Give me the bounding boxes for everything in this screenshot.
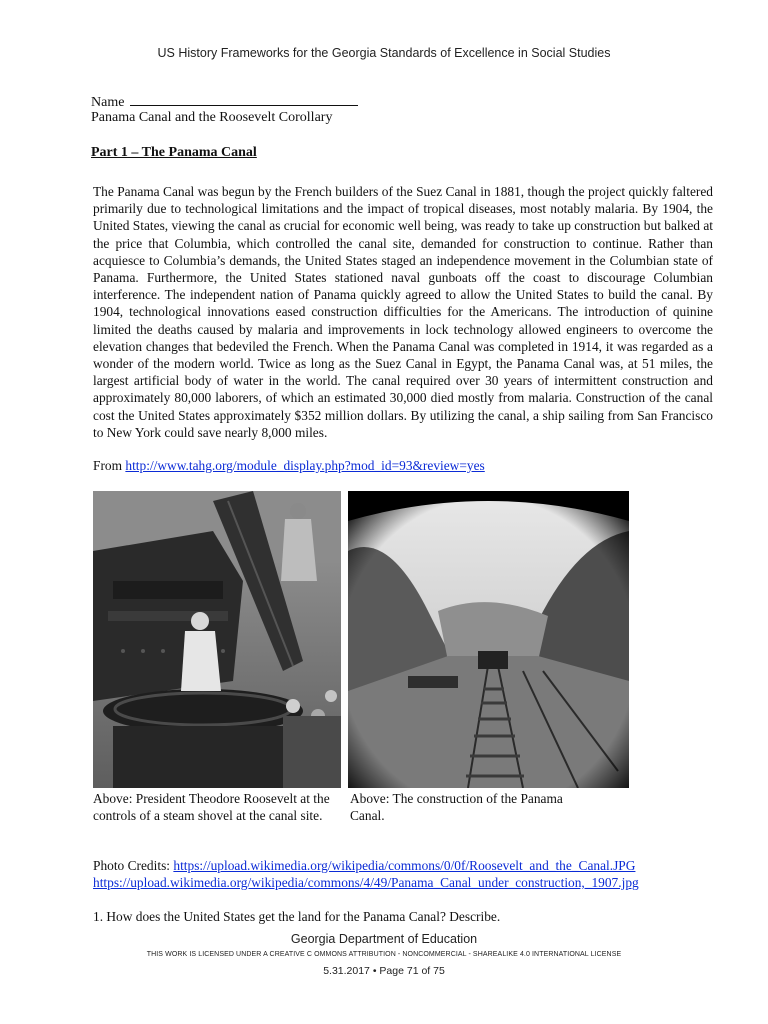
footer-license: THIS WORK IS LICENSED UNDER A CREATIVE C OMMONS ATTRIBUTION - NONCOMMERCIAL - SHAREALIKE 4.0 INTERNATIONAL LICENSE xyxy=(146,951,622,958)
caption-construction: Above: The construction of the Panama Canal. xyxy=(350,791,563,823)
photo-credits xyxy=(93,857,639,891)
part-heading: Part 1 – The Panama Canal xyxy=(91,145,257,160)
credit-link-roosevelt[interactable]: https://upload.wikimedia.org/wikipedia/commons/0/0f/Roosevelt_and_the_Canal.JPG xyxy=(173,858,636,873)
name-field-line xyxy=(91,93,358,111)
source-link[interactable]: http://www.tahg.org/module_display.php?mod_id=93&review=yes xyxy=(125,458,485,473)
roosevelt-steam-shovel-photo xyxy=(93,491,341,788)
footer-department: Georgia Department of Education xyxy=(290,932,478,946)
reading-paragraph: The Panama Canal was begun by the French builders of the Suez Canal in 1881, though the project quickly faltered primarily due to technological limitations and the impact of tropical diseases, most notably malaria. By 1904, the United States, viewing the canal as crucial for economic well being, was ready to take up construction but balked at the price that Columbia, which controlled the canal site, demanded for construction to continue. Rather than acquiesce to Columbia’s demands, the United States staged an independence movement in the Columbian state of Panama. Furthermore, the United States stationed naval gunboats off the coast to discourage Columbian interference. The independent nation of Panama quickly agreed to allow the United States to build the canal. By 1904, technological innovations eased construction difficulties for the Americans. The introduction of quinine limited the deaths caused by malaria and improvements in lock technology allowed engineers to overcome the elevation changes that bedeviled the French. When the Panama Canal was completed in 1914, it was regarded as a wonder of the modern world. Twice as long as the Suez Canal in Egypt, the Panama Canal was, at 51 miles, the largest artificial body of water in the world. The canal required over 30 years of intermittent construction and approximately 80,000 laborers, of which an estimated 30,000 died mostly from malaria. Construction of the canal cost the United States approximately $352 million dollars. By utilizing the canal, a ship sailing from San Francisco to New York could save nearly 8,000 miles. xyxy=(93,184,713,440)
page-header: US History Frameworks for the Georgia Standards of Excellence in Social Studies xyxy=(157,46,611,60)
photo-credits-label: Photo Credits: xyxy=(93,858,171,873)
source-prefix: From xyxy=(93,458,123,473)
caption-roosevelt: Above: President Theodore Roosevelt at the controls of a steam shovel at the canal site. xyxy=(93,791,330,823)
canal-construction-photo xyxy=(348,491,629,788)
name-label: Name xyxy=(91,95,125,110)
name-blank[interactable] xyxy=(130,93,358,106)
footer-page-info: 5.31.2017 • Page 71 of 75 xyxy=(323,965,445,977)
worksheet-title: Panama Canal and the Roosevelt Corollary xyxy=(91,110,333,125)
source-line xyxy=(93,458,485,474)
credit-link-construction[interactable]: https://upload.wikimedia.org/wikipedia/commons/4/49/Panama_Canal_under_construction,_1907.jpg xyxy=(93,875,639,890)
question-1: 1. How does the United States get the land for the Panama Canal? Describe. xyxy=(93,909,501,924)
